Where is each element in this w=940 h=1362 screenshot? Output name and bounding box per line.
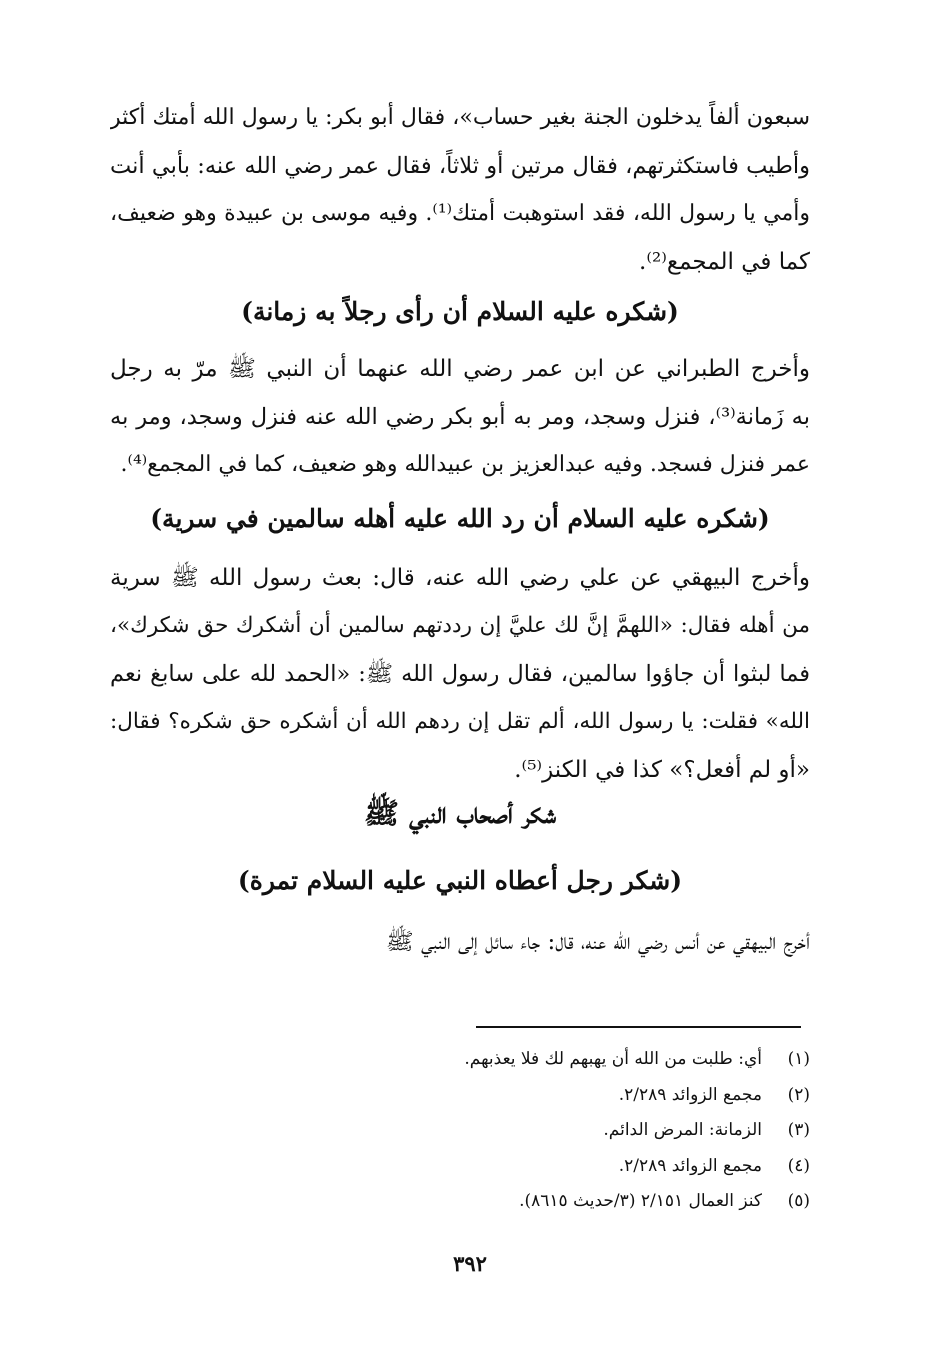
text-line: وأمي يا رسول الله، فقد استوهبت أمتك⁽¹⁾. وفيه موسى بن عبيدة وهو ضعيف، — [110, 201, 810, 226]
footnote — [110, 1149, 810, 1185]
footnote-text: مجمع الزوائد ٢/٢٨٩. — [618, 1084, 762, 1105]
footnote-number: (٢) — [787, 1084, 810, 1105]
footnote-number: (٤) — [787, 1155, 810, 1176]
footnote-text: مجمع الزوائد ٢/٢٨٩. — [618, 1155, 762, 1176]
section2-paragraph — [110, 554, 810, 794]
footnote-number: (٥) — [787, 1191, 810, 1211]
text-line: عمر فنزل فسجد. وفيه عبدالعزيز بن عبيدالله وهو ضعيف، كما في المجمع⁽⁴⁾. — [120, 452, 810, 477]
text-line: أخرج البيهقي عن أنس رضي الله عنه، قال: جاء سائل إلى النبي ﷺ — [385, 929, 810, 955]
footnote-text: الزمانة: المرض الدائم. — [603, 1120, 762, 1140]
chapter-heading: شكر أصحاب النبي ﷺ — [363, 796, 557, 830]
footnote-divider — [476, 1026, 801, 1028]
text-line: وأطيب فاستكثرتهم، فقال مرتين أو ثلاثاً، فقال عمر رضي الله عنه: بأبي أنت — [110, 153, 810, 179]
section-heading: (شكر رجل أعطاه النبي عليه السلام تمرة) — [237, 866, 683, 895]
footnote-text: كنز العمال ٢/١٥١ (٣/حديث ٨٦١٥). — [519, 1191, 762, 1211]
text-line: به زَمانة⁽³⁾، فنزل وسجد، ومر به أبو بكر رضي الله عنه فنزل وسجد، ومر به — [110, 404, 810, 430]
footnote-number: (٣) — [787, 1120, 810, 1140]
text-line: كما في المجمع⁽²⁾. — [639, 249, 810, 275]
text-line: فما لبثوا أن جاؤوا سالمين، فقال رسول الله ﷺ: «الحمد لله على سابغ نعم — [110, 661, 810, 687]
footnote — [110, 1184, 810, 1220]
footnote-number: (١) — [787, 1049, 810, 1069]
text-line: وأخرج البيهقي عن علي رضي الله عنه، قال: بعث رسول الله ﷺ سرية — [110, 565, 810, 591]
text-line: من أهله فقال: «اللهمَّ إنَّ لك عليَّ إن رددتهم سالمين أن أشكرك حق شكرك»، — [110, 613, 810, 638]
section1-paragraph — [110, 345, 810, 489]
footnote — [110, 1113, 810, 1149]
text-line: الله» فقلت: يا رسول الله، ألم تقل إن ردهم الله أن أشكره حق شكره؟ فقال: — [110, 709, 810, 734]
section-heading: (شكره عليه السلام أن رأى رجلاً به زمانة) — [241, 297, 679, 326]
footnote-text: أي: طلبت من الله أن يهبهم لك فلا يعذبهم. — [464, 1049, 762, 1069]
footnotes — [110, 1042, 810, 1220]
footnote — [110, 1078, 810, 1114]
text-line: «أو لم أفعل؟» كذا في الكنز⁽⁵⁾. — [514, 757, 810, 783]
page-number: ٣٩٢ — [453, 1251, 487, 1276]
text-line: سبعون ألفاً يدخلون الجنة بغير حساب»، فقال أبو بكر: يا رسول الله أمتك أكثر — [110, 105, 810, 130]
section-heading: (شكره عليه السلام أن رد الله عليه أهله سالمين في سرية) — [150, 504, 770, 533]
section3-paragraph — [110, 918, 810, 966]
text-line: وأخرج الطبراني عن ابن عمر رضي الله عنهما أن النبي ﷺ مرّ به رجل — [110, 356, 810, 382]
footnote — [110, 1042, 810, 1078]
intro-paragraph — [110, 94, 810, 286]
